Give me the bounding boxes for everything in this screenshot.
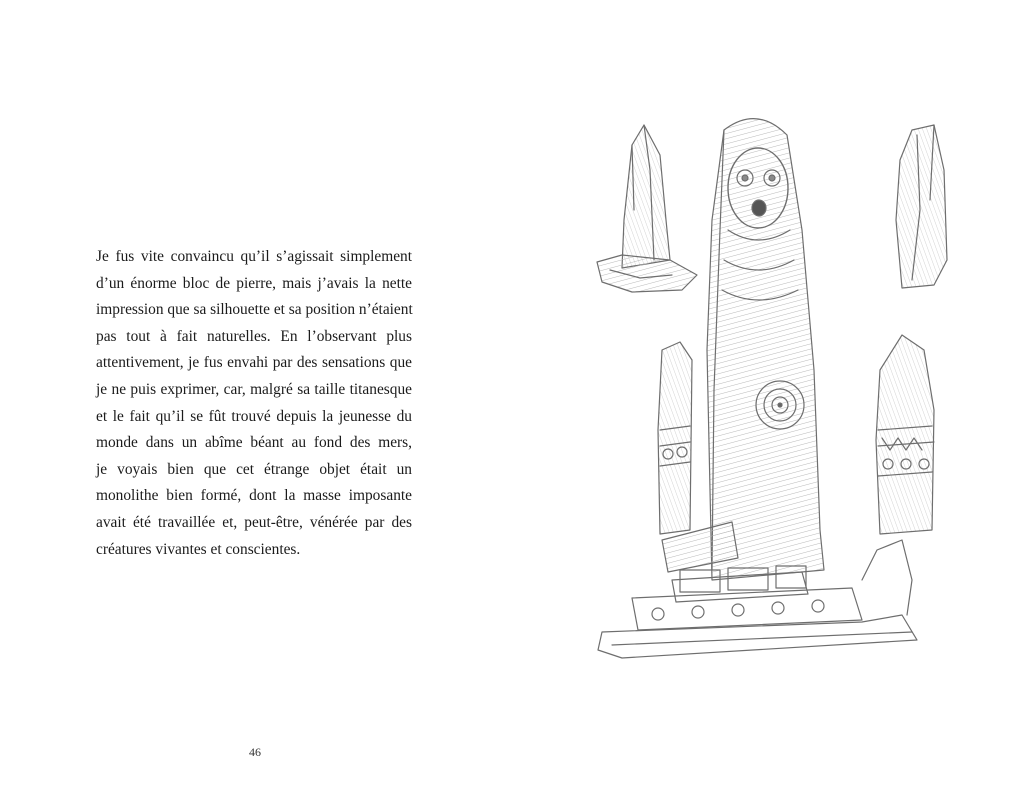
paragraph-line: et le fait qu’il se fût trouvé depuis la jeunesse du [96, 407, 412, 425]
paragraph-line: avait été travaillée et, peut-être, vénérée par des [96, 513, 412, 531]
monolith-sketch-icon [562, 110, 982, 680]
paragraph-line: d’un énorme bloc de pierre, mais j’avais la nette [96, 274, 412, 292]
left-pillar [658, 342, 692, 534]
paragraph-line: je ne puis exprimer, car, malgré sa taille titanesque [96, 380, 412, 398]
paragraph-line: je voyais bien que cet étrange objet était un [96, 460, 412, 478]
page-number: 46 [249, 745, 261, 759]
paragraph-line: monolithe bien formé, dont la masse imposante [96, 487, 412, 505]
right-page [512, 0, 1024, 788]
floating-rock-right [896, 125, 947, 288]
paragraph-line: attentivement, je fus envahi par des sensations que [96, 354, 412, 372]
body-paragraph [96, 244, 412, 563]
paragraph-line: impression que sa silhouette et sa position n’étaient [96, 301, 413, 319]
floating-rock-left [597, 125, 697, 292]
paragraph-line: pas tout à fait naturelles. En l’observant plus [96, 327, 412, 345]
central-monolith [707, 119, 824, 580]
right-pillar [876, 335, 934, 534]
paragraph-line: Je fus vite convaincu qu’il s’agissait simplement [96, 248, 412, 265]
paragraph-line: monde dans un abîme béant au fond des mers, [96, 434, 412, 452]
paragraph-line: créatures vivantes et conscientes. [96, 540, 301, 558]
